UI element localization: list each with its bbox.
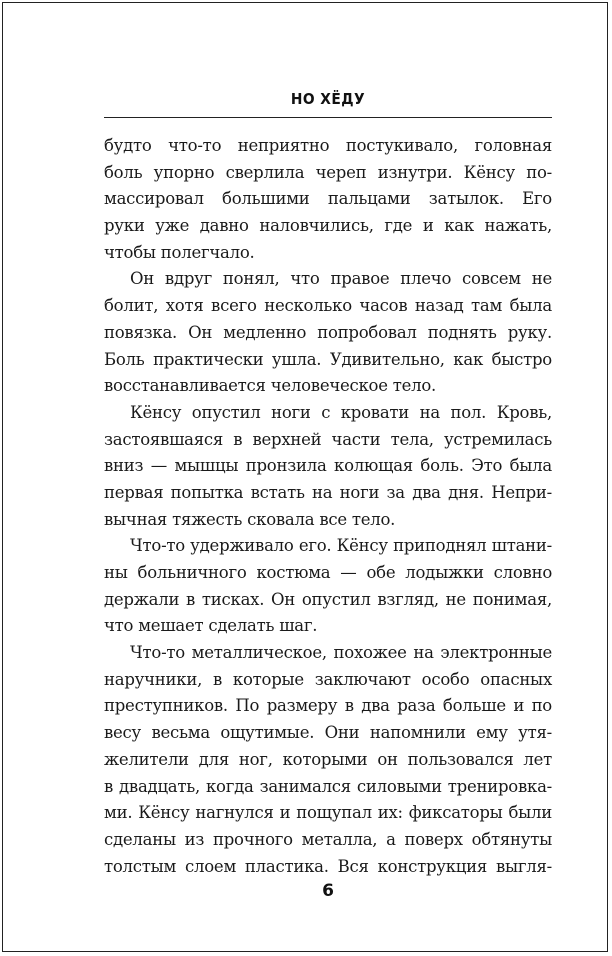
- text-line: Что-то удерживало его. Кёнсу приподнял штани-: [130, 536, 552, 556]
- text-line: толстым слоем пластика. Вся конструкция выгля-: [104, 856, 552, 876]
- text-line: чтобы полегчало.: [104, 242, 255, 262]
- body-text: [104, 133, 552, 880]
- text-line: вычная тяжесть сковала все тело.: [104, 509, 396, 529]
- text-line: массировал большими пальцами затылок. Его: [104, 189, 552, 209]
- text-line: ми. Кёнсу нагнулся и пощупал их: фиксаторы были: [104, 803, 552, 823]
- text-line: наручники, в которые заключают особо опасных: [104, 669, 552, 689]
- text-line: сделаны из прочного металла, а поверх обтянуты: [104, 829, 552, 849]
- text-line: повязка. Он медленно попробовал поднять руку.: [104, 322, 552, 342]
- text-line: застоявшаяся в верхней части тела, устремилась: [104, 429, 552, 449]
- header-rule: [104, 117, 552, 118]
- text-line: Что-то металлическое, похожее на электронные: [130, 643, 552, 663]
- text-line: боль упорно сверлила череп изнутри. Кёнсу по-: [104, 162, 552, 182]
- text-line: что мешает сделать шаг.: [104, 616, 318, 636]
- text-line: преступников. По размеру в два раза больше и по: [104, 696, 552, 716]
- text-line: в двадцать, когда занимался силовыми тренировка-: [104, 776, 552, 796]
- running-head: НО ХЁДУ: [290, 90, 366, 108]
- text-line: держали в тисках. Он опустил взгляд, не понимая,: [104, 589, 552, 609]
- text-line: болит, хотя всего несколько часов назад там была: [104, 296, 552, 316]
- text-line: вниз — мышцы пронзила колющая боль. Это была: [104, 456, 552, 476]
- text-line: руки уже давно наловчились, где и как нажать,: [104, 216, 552, 236]
- text-line: желители для ног, которыми он пользовался лет: [104, 749, 552, 769]
- page-number: 6: [322, 881, 334, 901]
- text-line: Боль практически ушла. Удивительно, как быстро: [104, 349, 552, 369]
- text-line: весу весьма ощутимые. Они напомнили ему утя-: [104, 723, 552, 743]
- text-line: первая попытка встать на ноги за два дня. Непри-: [104, 482, 552, 502]
- text-line: восстанавливается человеческое тело.: [104, 376, 437, 396]
- text-line: Кёнсу опустил ноги с кровати на пол. Кровь,: [130, 402, 552, 422]
- text-line: будто что-то неприятно постукивало, головная: [104, 136, 552, 155]
- text-line: ны больничного костюма — обе лодыжки словно: [104, 563, 552, 582]
- text-line: Он вдруг понял, что правое плечо совсем не: [130, 269, 552, 289]
